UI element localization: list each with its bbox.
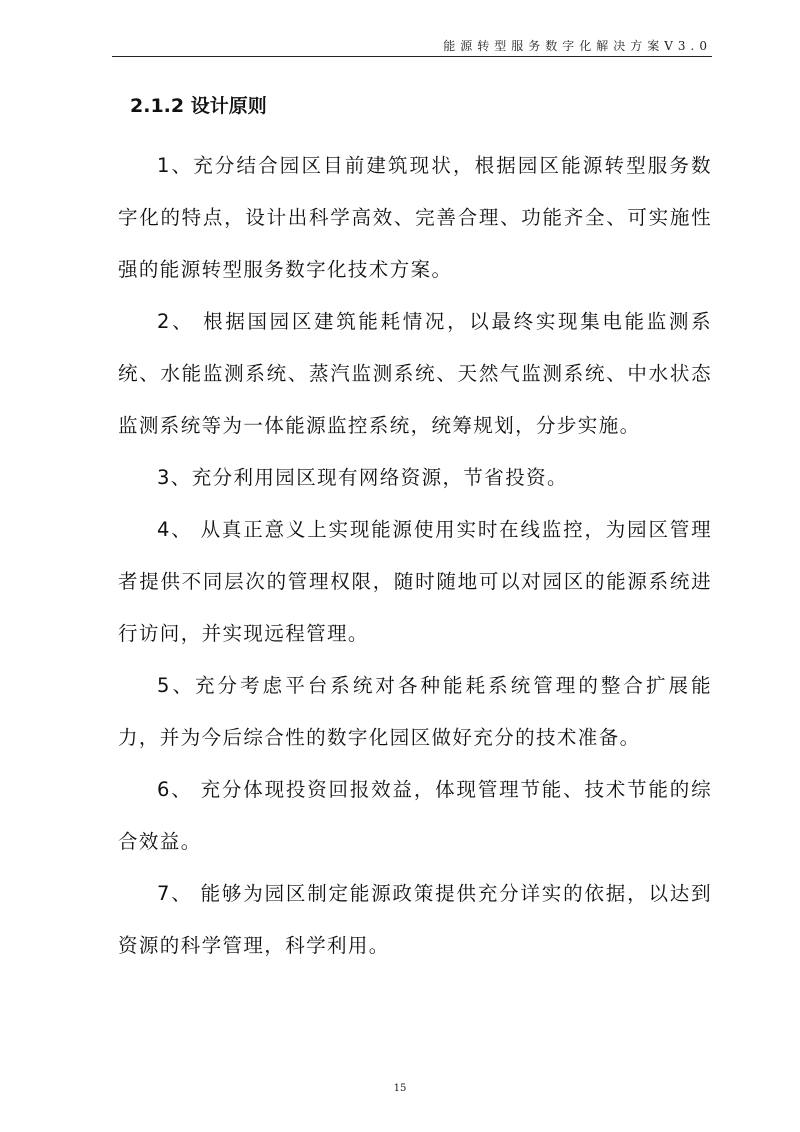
running-header: 能源转型服务数字化解决方案V3.0 xyxy=(443,39,712,53)
principle-paragraph-7: 7、 能够为园区制定能源政策提供充分详实的依据，以达到资源的科学管理，科学利用。 xyxy=(118,882,712,957)
principle-paragraph-3: 3、充分利用园区现有网络资源，节省投资。 xyxy=(157,466,568,489)
header-divider xyxy=(112,56,712,57)
principle-paragraph-4: 4、 从真正意义上实现能源使用实时在线监控，为园区管理者提供不同层次的管理权限，随时随地可以对园区的能源系统进行访问，并实现远程管理。 xyxy=(118,518,712,645)
section-title: 2.1.2 设计原则 xyxy=(130,95,267,117)
principle-paragraph-2: 2、 根据国园区建筑能耗情况，以最终实现集电能监测系统、水能监测系统、蒸汽监测系统、天然气监测系统、中水状态监测系统等为一体能源监控系统，统筹规划，分步实施。 xyxy=(118,310,712,437)
principles-body xyxy=(118,140,712,972)
principle-paragraph-5: 5、充分考虑平台系统对各种能耗系统管理的整合扩展能力，并为今后综合性的数字化园区做好充分的技术准备。 xyxy=(118,674,712,749)
page-number: 15 xyxy=(393,1083,407,1094)
principle-paragraph-6: 6、 充分体现投资回报效益，体现管理节能、技术节能的综合效益。 xyxy=(118,778,712,853)
principle-paragraph-1: 1、充分结合园区目前建筑现状，根据园区能源转型服务数字化的特点，设计出科学高效、完善合理、功能齐全、可实施性强的能源转型服务数字化技术方案。 xyxy=(118,154,712,281)
